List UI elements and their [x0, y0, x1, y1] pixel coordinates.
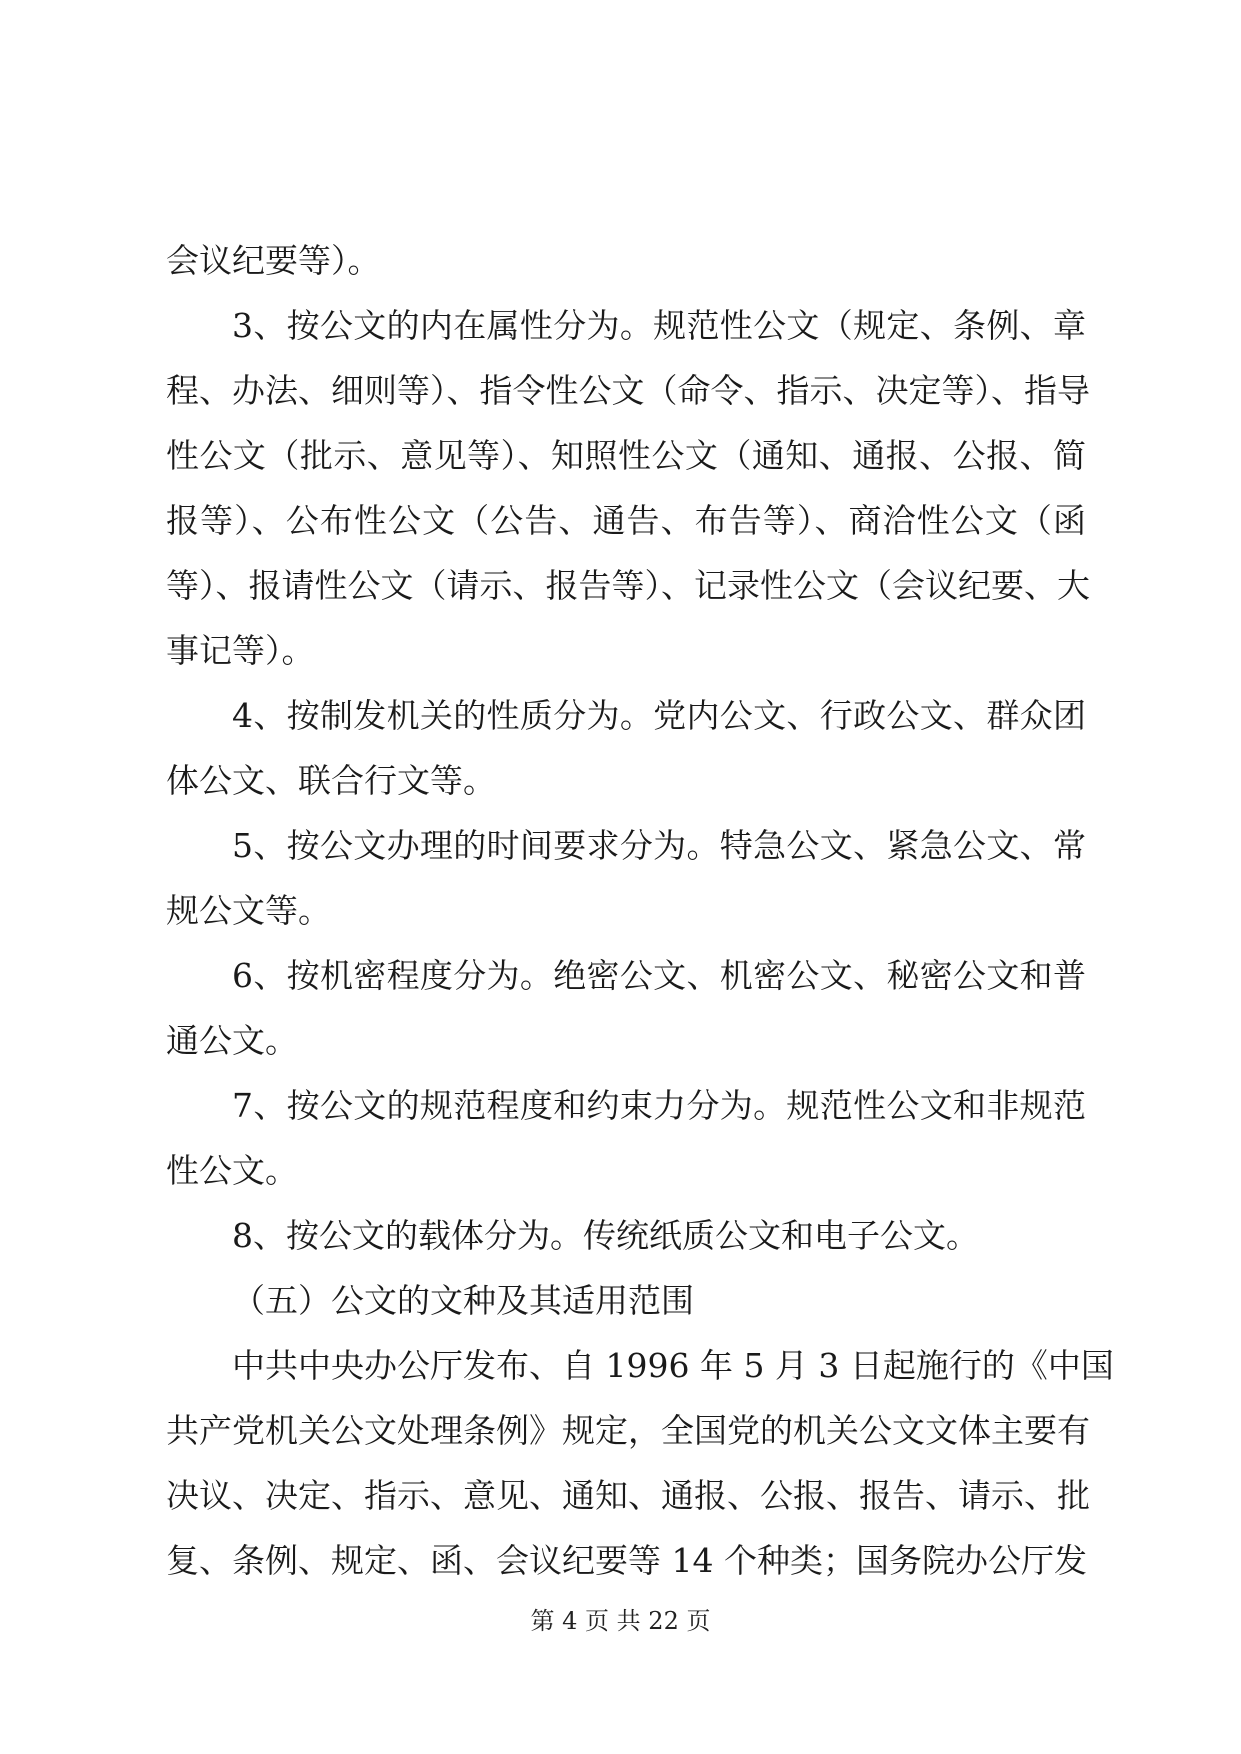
- text-line: 决议、决定、指示、意见、通知、通报、公报、报告、请示、批: [166, 1476, 1090, 1515]
- text-line: （五）公文的文种及其适用范围: [232, 1281, 694, 1320]
- text-line: 通公文。: [166, 1021, 298, 1060]
- body-text: [166, 228, 1114, 1593]
- text-line: 性公文（批示、意见等）、知照性公文（通知、通报、公报、简: [166, 436, 1086, 475]
- text-line: 7、按公文的规范程度和约束力分为。规范性公文和非规范: [232, 1086, 1086, 1125]
- page-footer: 第 4 页 共 22 页: [530, 1607, 711, 1635]
- text-line: 规公文等。: [166, 891, 331, 930]
- text-line: 5、按公文办理的时间要求分为。特急公文、紧急公文、常: [232, 826, 1086, 865]
- text-line: 4、按制发机关的性质分为。党内公文、行政公文、群众团: [232, 696, 1086, 735]
- text-line: 3、按公文的内在属性分为。规范性公文（规定、条例、章: [232, 306, 1086, 345]
- text-line: 8、按公文的载体分为。传统纸质公文和电子公文。: [232, 1216, 979, 1255]
- text-line: 复、条例、规定、函、会议纪要等 14 个种类；国务院办公厅发: [166, 1541, 1087, 1580]
- text-line: 程、办法、细则等）、指令性公文（命令、指示、决定等）、指导: [166, 371, 1090, 410]
- text-line: 中共中央办公厅发布、自 1996 年 5 月 3 日起施行的《中国: [232, 1346, 1114, 1385]
- text-line: 会议纪要等）。: [166, 241, 381, 280]
- text-line: 性公文。: [166, 1151, 298, 1190]
- text-line: 报等）、公布性公文（公告、通告、布告等）、商洽性公文（函: [166, 501, 1086, 540]
- text-line: 体公文、联合行文等。: [166, 761, 496, 800]
- text-line: 6、按机密程度分为。绝密公文、机密公文、秘密公文和普: [232, 956, 1086, 995]
- text-line: 等）、报请性公文（请示、报告等）、记录性公文（会议纪要、大: [166, 566, 1090, 605]
- text-line: 共产党机关公文处理条例》规定，全国党的机关公文文体主要有: [166, 1411, 1090, 1450]
- text-line: 事记等）。: [166, 631, 315, 670]
